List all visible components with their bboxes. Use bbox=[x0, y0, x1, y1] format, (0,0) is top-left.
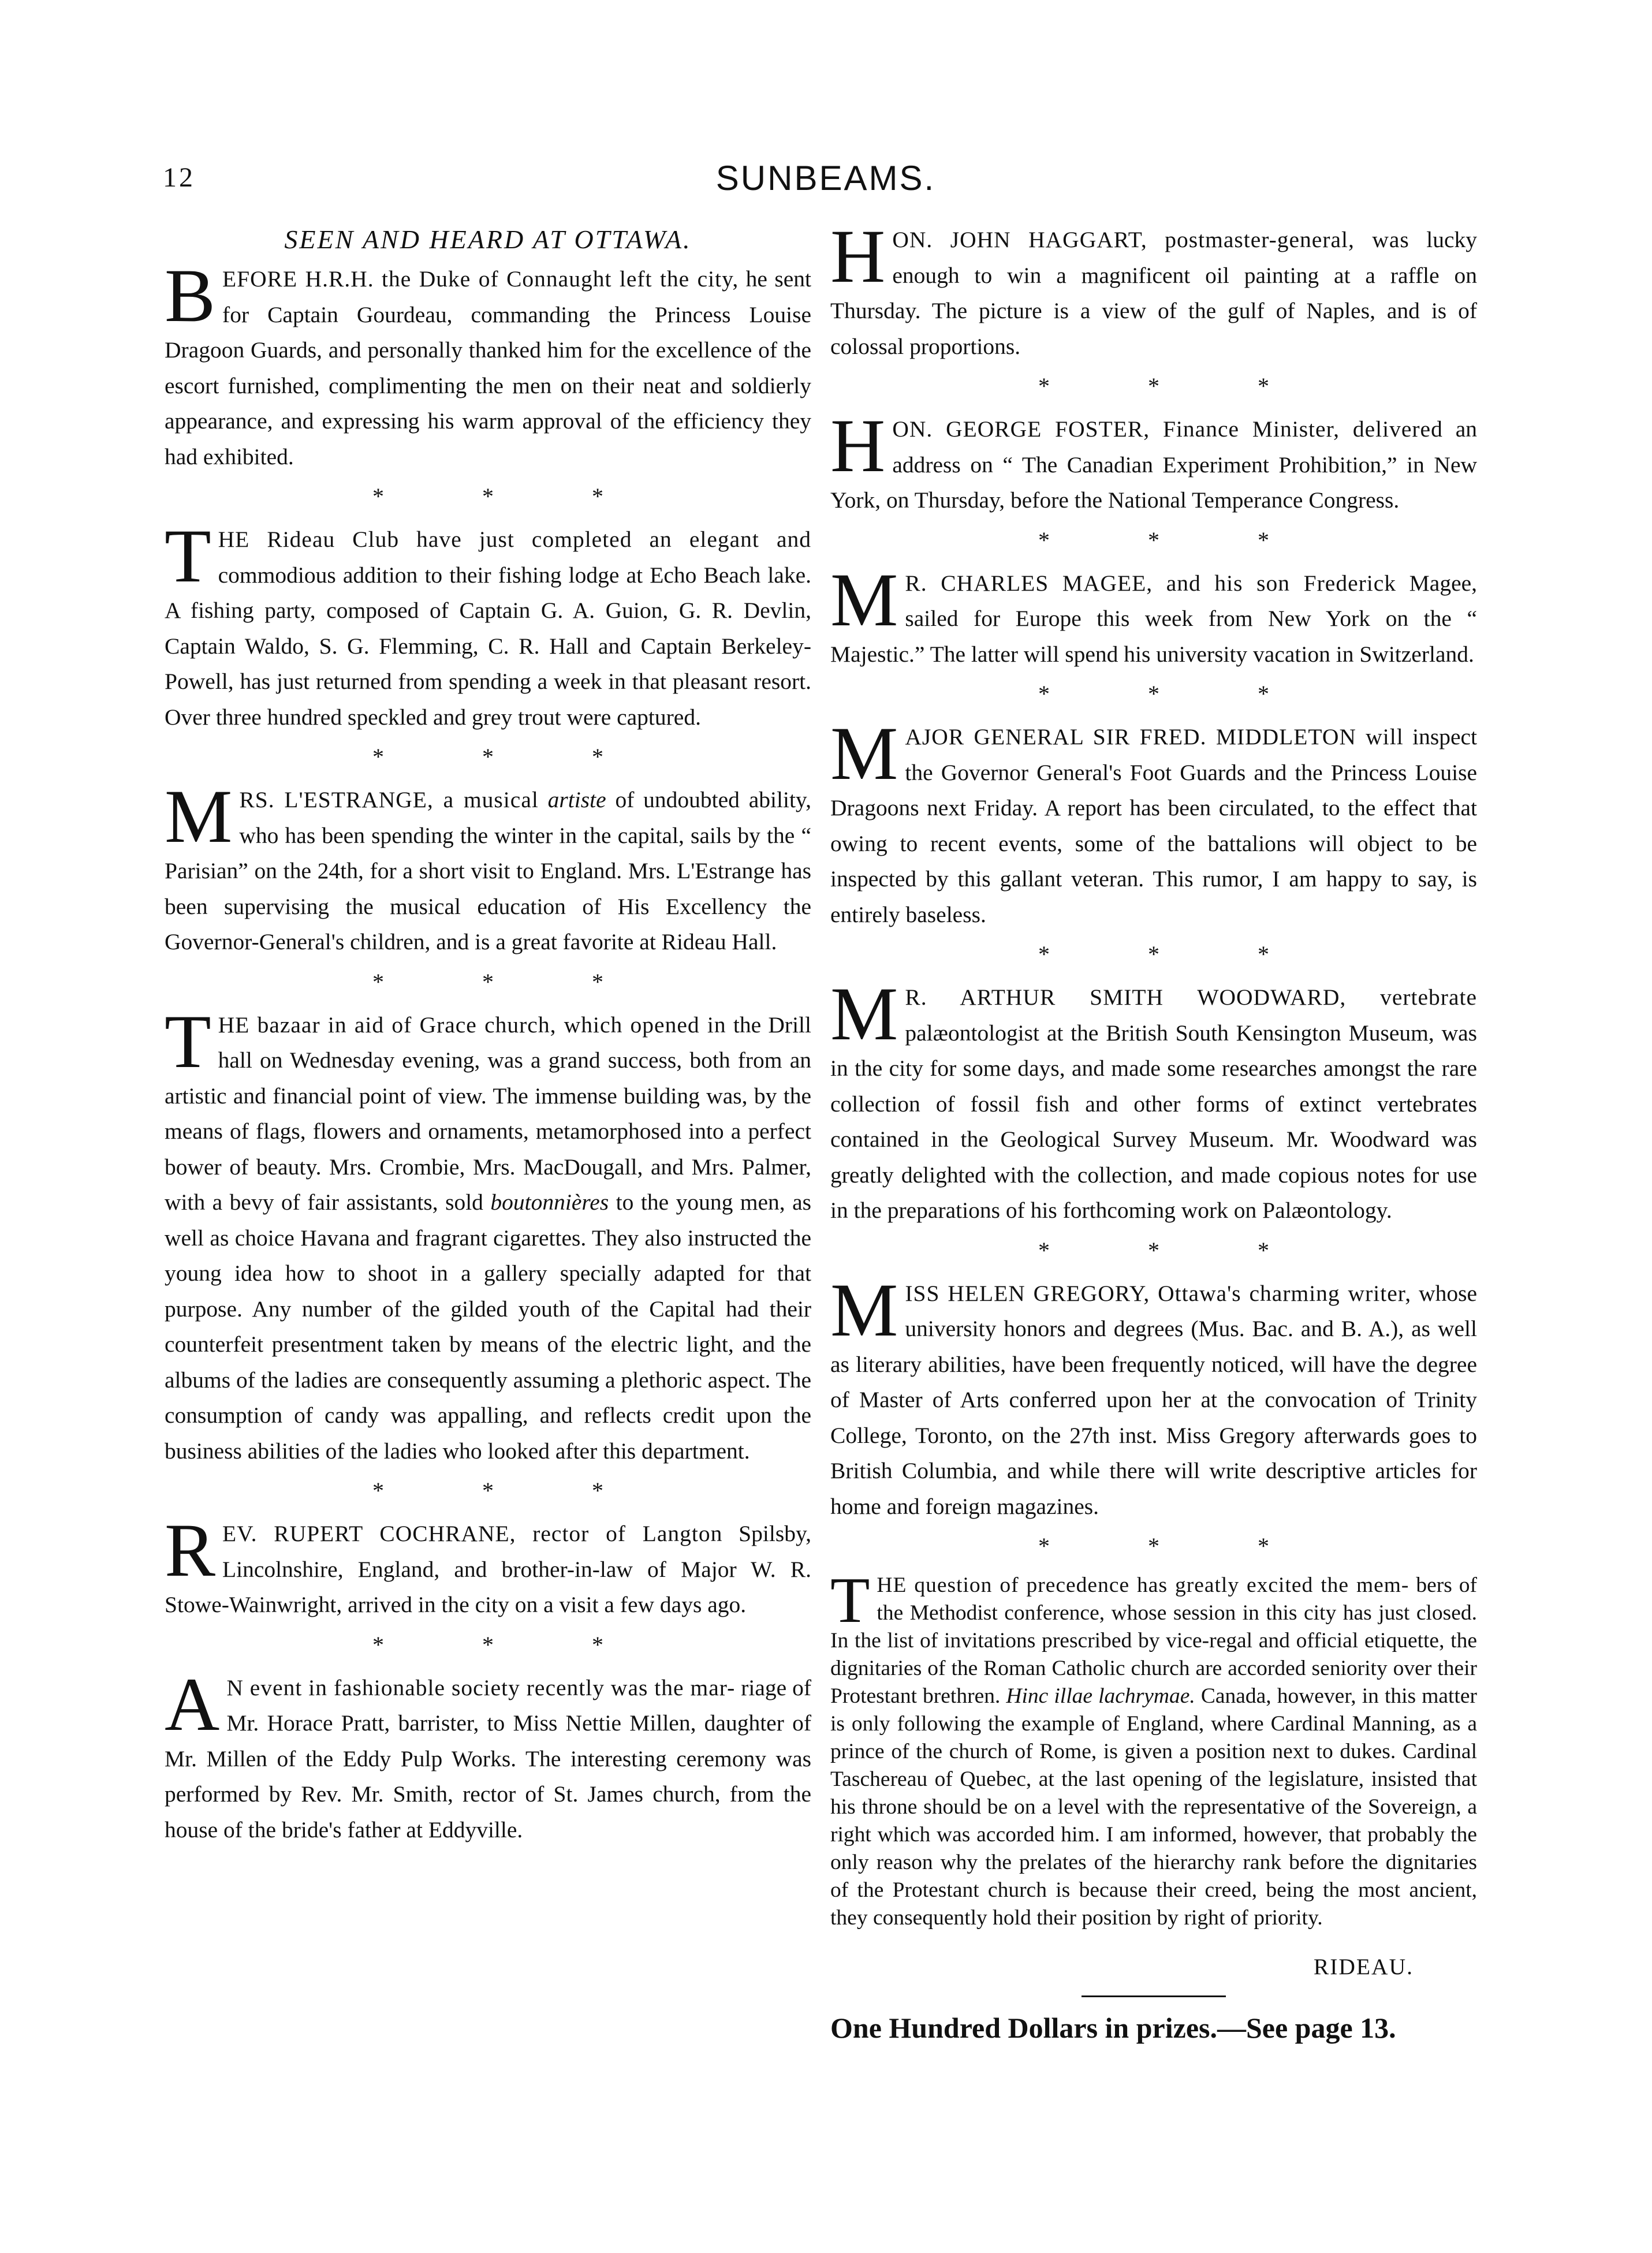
news-item-bazaar bbox=[165, 998, 812, 1469]
item-lead: HE question of precedence has greatly excited the mem- bbox=[877, 1573, 1409, 1597]
item-lead: EFORE H.R.H. the Duke of Connaught left the city, bbox=[222, 266, 739, 292]
item-lead: HE bazaar in aid of Grace church, which opened in bbox=[218, 1012, 726, 1038]
separator-stars: * * * bbox=[1038, 681, 1315, 707]
separator-stars: * * * bbox=[1038, 941, 1315, 967]
section-heading: SEEN AND HEARD AT OTTAWA. bbox=[284, 225, 692, 254]
drop-cap: M bbox=[830, 971, 898, 1056]
item-lead: RS. L'ESTRANGE, a musical bbox=[239, 787, 539, 812]
item-body: palæontologist at the British South Kensington Museum, was in the city for some days, and made some researches amongst the rare collection of fossil fish and other forms of extinct vertebrates contained in the Geological Survey Museum. Mr. Woodward was greatly delighted with the collection, and made copious notes for use in the preparations of his forthcoming work on Palæontology. bbox=[830, 1020, 1477, 1223]
author-signature: RIDEAU. bbox=[1313, 1954, 1414, 1979]
separator-stars: * * * bbox=[1038, 1237, 1315, 1263]
news-item-connaught bbox=[165, 253, 812, 475]
news-item-lestrange bbox=[165, 774, 811, 960]
item-lead: R. CHARLES MAGEE, and his son Frederick bbox=[905, 570, 1397, 596]
separator-stars: * * * bbox=[372, 1631, 650, 1658]
drop-cap: M bbox=[830, 557, 898, 642]
news-item-foster bbox=[830, 403, 1478, 519]
item-body-after: to the young men, as well as choice Havana and fragrant cigarettes. They also instructed the young idea how to shoot in a gallery specially adapted for that purpose. Any number of the gilded youth of the Capital had their counterfeit presentment taken by means of the electric light, and the albums of the ladies are consequently assuming a plethoric aspect. The consumption of candy was appalling, and reflects credit upon the business abilities of the ladies who looked after this department. bbox=[165, 1189, 812, 1464]
separator-stars: * * * bbox=[372, 968, 650, 995]
news-item-middleton bbox=[830, 711, 1478, 932]
separator-stars: * * * bbox=[1038, 373, 1315, 399]
item-body: Spilsby, Lincolnshire, England, and brother-in-law of Major W. R. Stowe-Wainwright, arrived in the city on a visit a few days ago. bbox=[165, 1521, 812, 1617]
separator-stars: * * * bbox=[372, 1478, 650, 1504]
drop-cap: H bbox=[830, 403, 886, 488]
item-body-italic: boutonnières bbox=[490, 1189, 609, 1215]
drop-cap: B bbox=[165, 253, 216, 338]
drop-cap: M bbox=[830, 711, 898, 796]
page-header bbox=[156, 155, 1496, 207]
item-lead: R. ARTHUR SMITH WOODWARD, vertebrate bbox=[905, 984, 1477, 1010]
item-body-italic: Hinc illae lachrymae. bbox=[1006, 1684, 1195, 1708]
separator-stars: * * * bbox=[372, 483, 650, 509]
drop-cap: A bbox=[165, 1661, 220, 1747]
news-item-cochrane bbox=[165, 1508, 812, 1623]
item-body: bers of the Methodist conference, whose session in this city has just closed. In the list of invitations prescribed by vice-regal and official etiquette, the dignitaries of the Roman Catholic church are accorded seniority over their Protestant brethren. bbox=[830, 1573, 1478, 1708]
drop-cap: M bbox=[830, 1267, 898, 1352]
item-lead: AJOR GENERAL SIR FRED. MIDDLETON will bbox=[905, 724, 1404, 749]
item-lead-after: of undoubted bbox=[615, 787, 740, 812]
item-lead: EV. RUPERT COCHRANE, rector of Langton bbox=[222, 1521, 723, 1546]
item-body-after: Canada, however, in this matter is only following the example of England, where Cardinal Manning, as a prince of the church of Rome, is given a position next to dukes. Cardinal Taschereau of Quebec, at the last opening of the legislature, insisted that his throne should be on a level with the representative of the Sovereign, a right which was accorded him. I am informed, however, that probably the only reason why the prelates of the hierarchy rank before the dignitaries of the Protestant church is because their creed, being the most ancient, they consequently hold their position by right of priority. bbox=[830, 1684, 1477, 1930]
news-item-wedding bbox=[165, 1661, 812, 1848]
item-lead: N event in fashionable society recently was the mar- bbox=[226, 1674, 736, 1700]
drop-cap: T bbox=[165, 513, 211, 598]
separator-stars: * * * bbox=[1038, 527, 1315, 553]
drop-cap: T bbox=[830, 1565, 870, 1636]
item-body: the Drill hall on Wednesday evening, was a grand success, both from an artistic and financial point of view. The immense building was, by the means of flags, flowers and ornaments, metamorphosed into a perfect bower of beauty. Mrs. Crombie, Mrs. MacDougall, and Mrs. Palmer, with a bevy of fair assistants, sold bbox=[165, 1012, 812, 1215]
item-body: commodious addition to their fishing lodge at Echo Beach lake. A fishing party, composed of Captain G. A. Guion, G. R. Devlin, Captain Waldo, S. G. Flemming, C. R. Hall and Captain Berkeley-Powell, has just returned from spending a week in that pleasant resort. Over three hundred speckled and grey trout were captured. bbox=[165, 562, 811, 730]
page-number: 12 bbox=[163, 162, 195, 193]
news-item-woodward bbox=[830, 971, 1477, 1229]
separator-stars: * * * bbox=[372, 744, 650, 770]
news-item-magee bbox=[830, 557, 1478, 673]
item-body: he sent for Captain Gourdeau, commanding the Princess Louise Dragoon Guards, and personally thanked him for the excellence of the escort furnished, complimenting the men on their neat and soldierly appearance, and expressing his warm approval of the efficiency they had exhibited. bbox=[165, 266, 812, 469]
drop-cap: T bbox=[165, 998, 211, 1084]
item-body: lucky enough to win a magnificent oil painting at a raffle on Thursday. The picture is a view of the gulf of Naples, and is of colossal proportions. bbox=[830, 227, 1477, 359]
item-lead: ON. JOHN HAGGART, postmaster-general, was bbox=[892, 227, 1409, 252]
news-item-precedence bbox=[830, 1565, 1478, 1932]
prize-advertisement: One Hundred Dollars in prizes.—See page 13. bbox=[830, 2011, 1396, 2044]
drop-cap: H bbox=[830, 214, 886, 299]
news-item-haggart bbox=[830, 214, 1477, 364]
right-column bbox=[830, 214, 1478, 2048]
left-column bbox=[165, 222, 811, 1848]
item-lead: ON. GEORGE FOSTER, Finance Minister, delivered bbox=[892, 416, 1443, 442]
item-lead-italic: artiste bbox=[547, 787, 606, 812]
running-title: SUNBEAMS. bbox=[715, 159, 936, 197]
item-body: Magee, sailed for Europe this week from New York on the “ Majestic.” The latter will spend his university vacation in Switzerland. bbox=[830, 570, 1478, 667]
item-body: inspect the Governor General's Foot Guards and the Princess Louise Dragoons next Friday. A report has been circulated, to the effect that owing to recent events, some of the battalions will object to be inspected by this gallant veteran. This rumor, I am happy to say, is entirely baseless. bbox=[830, 724, 1478, 927]
item-body: an address on “ The Canadian Experiment Prohibition,” in New York, on Thursday, before the National Temperance Congress. bbox=[830, 416, 1478, 513]
item-body: ability, who has been spending the winter in the capital, sails by the “ Parisian” on the 24th, for a short visit to England. Mrs. L'Estrange has been supervising the musical education of His Excellency the Governor-General's children, and is a great favorite at Rideau Hall. bbox=[165, 787, 811, 954]
item-lead: ISS HELEN GREGORY, Ottawa's charming writer, bbox=[905, 1280, 1412, 1306]
drop-cap: R bbox=[165, 1508, 216, 1592]
news-item-gregory bbox=[830, 1267, 1477, 1525]
drop-cap: M bbox=[165, 774, 233, 859]
item-body: whose university honors and degrees (Mus. Bac. and B. A.), as well as literary abilities, have been frequently noticed, will have the degree of Master of Arts conferred upon her at the convocation of Trinity College, Toronto, on the 27th inst. Miss Gregory afterwards goes to British Columbia, and while there will write descriptive articles for home and foreign magazines. bbox=[830, 1280, 1477, 1519]
item-body: riage of Mr. Horace Pratt, barrister, to Miss Nettie Millen, daughter of Mr. Millen of the Eddy Pulp Works. The interesting ceremony was performed by Rev. Mr. Smith, rector of St. James church, from the house of the bride's father at Eddyville. bbox=[165, 1674, 812, 1842]
divider-rule bbox=[1082, 1995, 1226, 1997]
separator-stars: * * * bbox=[1038, 1533, 1315, 1559]
item-lead: HE Rideau Club have just completed an elegant and bbox=[218, 527, 811, 552]
news-item-rideau-club bbox=[165, 513, 811, 735]
